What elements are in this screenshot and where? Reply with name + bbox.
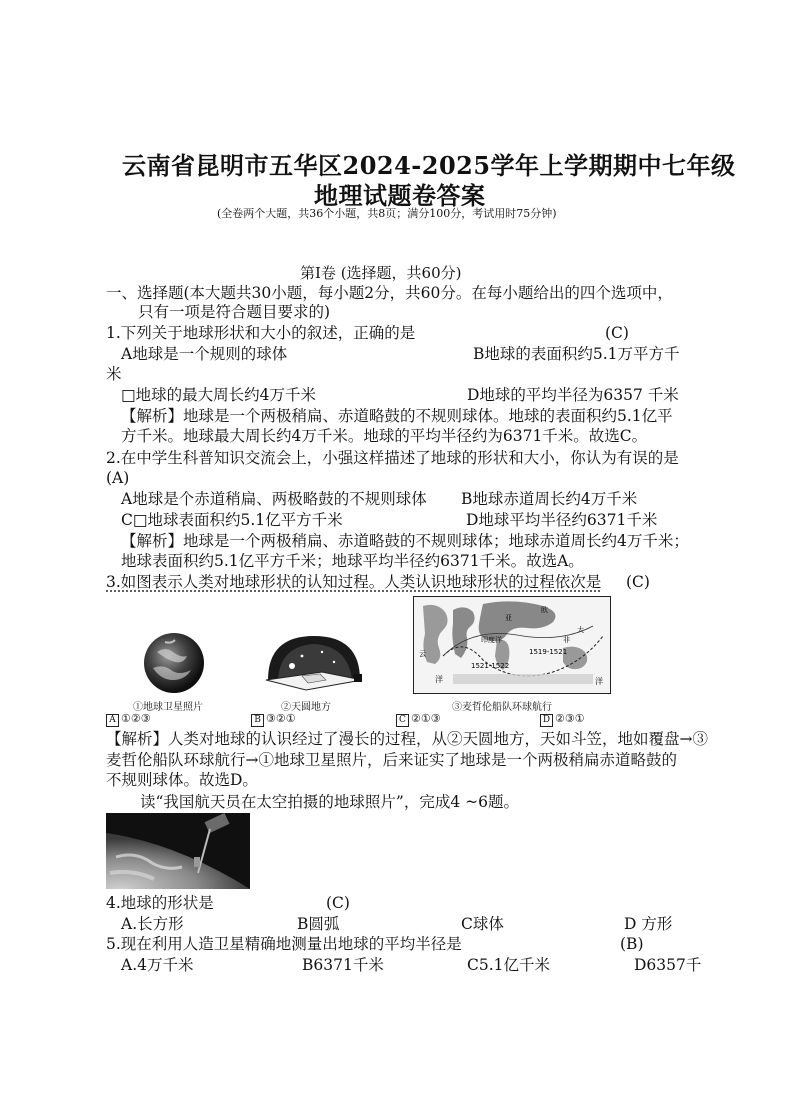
q3-option-a-box: A [106, 714, 119, 727]
q5-answer: (B) [620, 935, 644, 953]
q5-option-d: D6357千 [634, 956, 702, 974]
instructions-line2: 只有一项是符合题目要求的) [138, 303, 331, 321]
q1-answer: (C) [605, 324, 629, 342]
q3-option-d [540, 712, 585, 727]
map-label-ocean-left: 洋 [435, 675, 443, 684]
doc-title-line1: 云南省昆明市五华区2024-2025学年上学期期中七年级 [122, 151, 736, 180]
caption-satellite: ①地球卫星照片 [133, 702, 203, 713]
q3-option-a-text: ①②③ [121, 712, 151, 725]
q4-option-d: D 方形 [624, 915, 673, 933]
q2-option-a: A地球是个赤道稍扁、两极略鼓的不规则球体 [121, 490, 427, 508]
round-sky-square-earth-figure [262, 630, 366, 692]
caption-round-sky: ②天圆地方 [281, 702, 331, 713]
reading-intro: 读“我国航天员在太空拍摄的地球照片”，完成4 ~6题。 [140, 793, 519, 811]
map-label-ocean-right: 洋 [595, 677, 603, 686]
section-heading: 第Ⅰ卷 (选择题，共60分) [300, 264, 462, 282]
q3-answer: (C) [626, 573, 650, 591]
doc-subtitle: (全卷两个大题，共36个小题，共8页；满分100分，考试用时75分钟) [217, 207, 557, 220]
q3-option-b-text: ③②① [266, 712, 296, 725]
map-label-c1: 亚 [505, 614, 512, 622]
q3-option-c-text: ②①③ [411, 712, 441, 725]
q4-answer: (C) [326, 894, 350, 912]
map-label-indian-ocean: 印度洋 [481, 636, 502, 644]
map-label-c6: 云 [419, 650, 426, 658]
map-label-year-right: 1519-1521 [529, 648, 568, 656]
q1-option-a: A地球是一个规则的球体 [121, 345, 288, 363]
doc-title-line2: 地理试题卷答案 [314, 181, 486, 210]
q2-option-c: C□地球表面积约5.1亿平方千米 [121, 511, 343, 529]
q1-analysis-line1: 【解析】地球是一个两极稍扁、赤道略鼓的不规则球体。地球的表面积约5.1亿平 [121, 407, 673, 425]
q2-stem: 2.在中学生科普知识交流会上，小强这样描述了地球的形状和大小，你认为有误的是 [106, 449, 679, 467]
q3-analysis-line3: 不规则球体。故选D。 [106, 771, 258, 789]
q4-stem: 4.地球的形状是 [106, 894, 214, 912]
q4-option-a: A.长方形 [121, 915, 184, 933]
q1-option-d: D地球的平均半径为6357 千米 [467, 386, 679, 404]
q2-analysis-line2: 地球表面积约5.1亿平方千米；地球平均半径约6371千米。故选A。 [121, 552, 584, 570]
q4-option-b: B圆弧 [297, 915, 340, 933]
earth-satellite-photo [143, 632, 205, 694]
map-label-c2: 欧 [541, 606, 548, 614]
q1-option-b: B地球的表面积约5.1万平方千 [473, 345, 680, 363]
map-label-c3: 非 [563, 636, 570, 644]
q3-stem: 3.如图表示人类对地球形状的认知过程。人类认识地球形状的过程依次是 [106, 573, 602, 591]
map-label-year-left: 1521-1522 [471, 662, 510, 670]
q5-stem: 5.现在利用人造卫星精确地测量出地球的平均半径是 [106, 935, 462, 953]
q2-analysis-line1: 【解析】地球是一个两极稍扁、赤道略鼓的不规则球体；地球赤道周长约4万千米； [121, 532, 689, 550]
q2-answer: (A) [106, 469, 130, 487]
q5-option-c: C5.1亿千米 [467, 956, 551, 974]
q3-option-b [251, 712, 296, 727]
q1-analysis-line2: 方千米。地球最大周长约4万千米。地球的平均半径约为6371千米。故选C。 [121, 427, 648, 445]
q3-option-d-text: ②③① [555, 712, 585, 725]
q2-option-b: B地球赤道周长约4万千米 [461, 490, 638, 508]
q5-option-a: A.4万千米 [121, 956, 194, 974]
q1-option-c: □地球的最大周长约4万千米 [121, 386, 317, 404]
q3-analysis-line2: 麦哲伦船队环球航行→①地球卫星照片，后来证实了地球是一个两极稍扁赤道略鼓的 [106, 751, 677, 769]
q4-option-c: C球体 [461, 915, 504, 933]
caption-magellan: ③麦哲伦船队环球航行 [452, 702, 552, 713]
q5-option-b: B6371千米 [302, 956, 384, 974]
magellan-voyage-map [413, 596, 611, 694]
q3-analysis-line1: 【解析】人类对地球的认识经过了漫长的过程，从②天圆地方，天如斗笠，地如覆盘→③ [106, 730, 708, 748]
q3-option-d-box: D [540, 714, 553, 727]
q3-option-a [106, 712, 151, 727]
q3-option-b-box: B [251, 714, 264, 727]
map-label-c4: 大 [577, 626, 584, 634]
instructions-line1: 一、选择题(本大题共30小题，每小题2分，共60分。在每小题给出的四个选项中， [106, 284, 673, 302]
q1-option-b-wrap: 米 [106, 365, 122, 383]
q3-option-c-box: C [396, 714, 409, 727]
q2-option-d: D地球平均半径约6371千米 [466, 511, 658, 529]
q3-option-c [396, 712, 441, 727]
q1-stem: 1.下列关于地球形状和大小的叙述，正确的是 [106, 324, 416, 342]
earth-from-space-photo [106, 813, 250, 889]
